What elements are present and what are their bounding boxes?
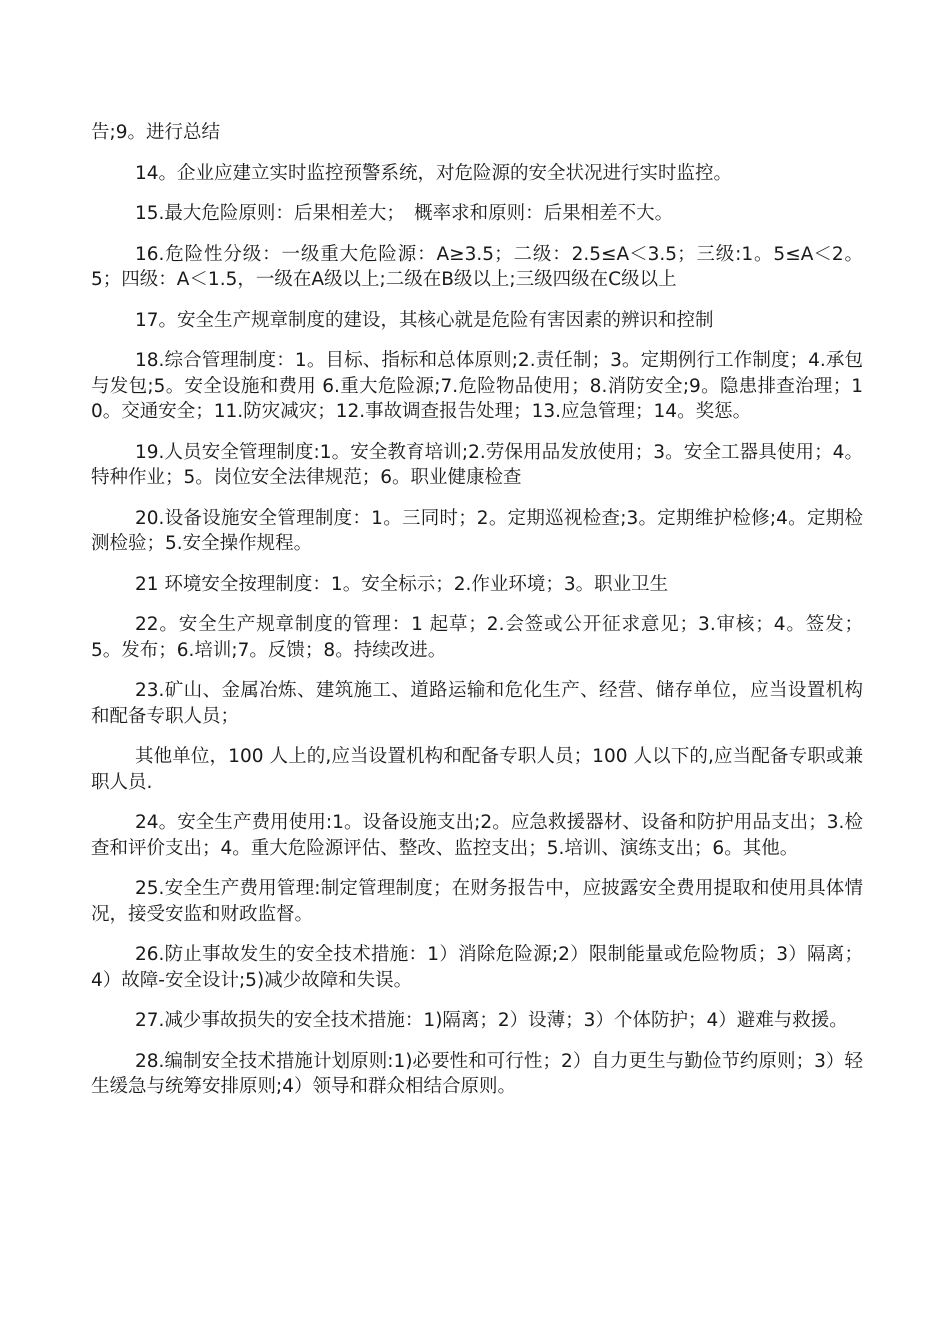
paragraph-15: 15.最大危险原则：后果相差大； 概率求和原则：后果相差不大。	[135, 203, 674, 224]
paragraph-22: 22。安全生产规章制度的管理：1 起草；2.会签或公开征求意见；3.审核；4。签发；5。发布；6.培训;7。反馈；8。持续改进。	[91, 614, 863, 661]
paragraph-19: 19.人员安全管理制度:1。安全教育培训;2.劳保用品发放使用；3。安全工器具使用；4。特种作业；5。岗位安全法律规范；6。职业健康检查	[91, 441, 863, 488]
paragraph-27: 27.减少事故损失的安全技术措施：1)隔离；2）设薄；3）个体防护；4）避难与救援。	[135, 1010, 848, 1031]
paragraph-17: 17。安全生产规章制度的建设，其核心就是危险有害因素的辨识和控制	[135, 309, 714, 331]
document-body	[91, 120, 863, 1115]
paragraph-24: 24。安全生产费用使用:1。设备设施支出;2。应急救援器材、设备和防护用品支出；3.检查和评价支出；4。重大危险源评估、整改、监控支出；5.培训、演练支出；6。其他。	[91, 812, 863, 859]
paragraph-25: 25.安全生产费用管理:制定管理制度；在财务报告中，应披露安全费用提取和使用具体情况，接受安监和财政监督。	[91, 878, 863, 925]
paragraph-20: 20.设备设施安全管理制度：1。三同时；2。定期巡视检查;3。定期维护检修;4。定期检测检验；5.安全操作规程。	[91, 507, 863, 554]
paragraph-23-other-units: 其他单位，100 人上的,应当设置机构和配备专职人员；100 人以下的,应当配备专职或兼职人员.	[91, 746, 863, 793]
paragraph-16: 16.危险性分级：一级重大危险源：A≥3.5；二级：2.5≤A＜3.5；三级:1。5≤A＜2。5；四级：A＜1.5，一级在A级以上;二级在B级以上;三级四级在C级以上	[91, 243, 863, 290]
paragraph-continuation: 告;9。进行总结	[91, 122, 221, 143]
paragraph-18: 18.综合管理制度：1。目标、指标和总体原则;2.责任制；3。定期例行工作制度；4.承包与发包;5。安全设施和费用 6.重大危险源;7.危险物品使用；8.消防安全;9。隐患排查治理；10。交通安全；11.防灾减灾；12.事故调查报告处理；13.应急管理；14。奖惩。	[91, 350, 863, 422]
paragraph-21: 21 环境安全按理制度：1。安全标示；2.作业环境；3。职业卫生	[135, 573, 669, 595]
paragraph-26: 26.防止事故发生的安全技术措施：1）消除危险源;2）限制能量或危险物质；3）隔离；4）故障-安全设计;5)减少故障和失误。	[91, 944, 863, 991]
paragraph-28: 28.编制安全技术措施计划原则:1)必要性和可行性；2）自力更生与勤俭节约原则；3）轻生缓急与统筹安排原则;4）领导和群众相结合原则。	[91, 1050, 863, 1097]
paragraph-14: 14。企业应建立实时监控预警系统，对危险源的安全状况进行实时监控。	[135, 162, 733, 184]
paragraph-23: 23.矿山、金属冶炼、建筑施工、道路运输和危化生产、经营、储存单位，应当设置机构和配备专职人员；	[91, 680, 863, 727]
